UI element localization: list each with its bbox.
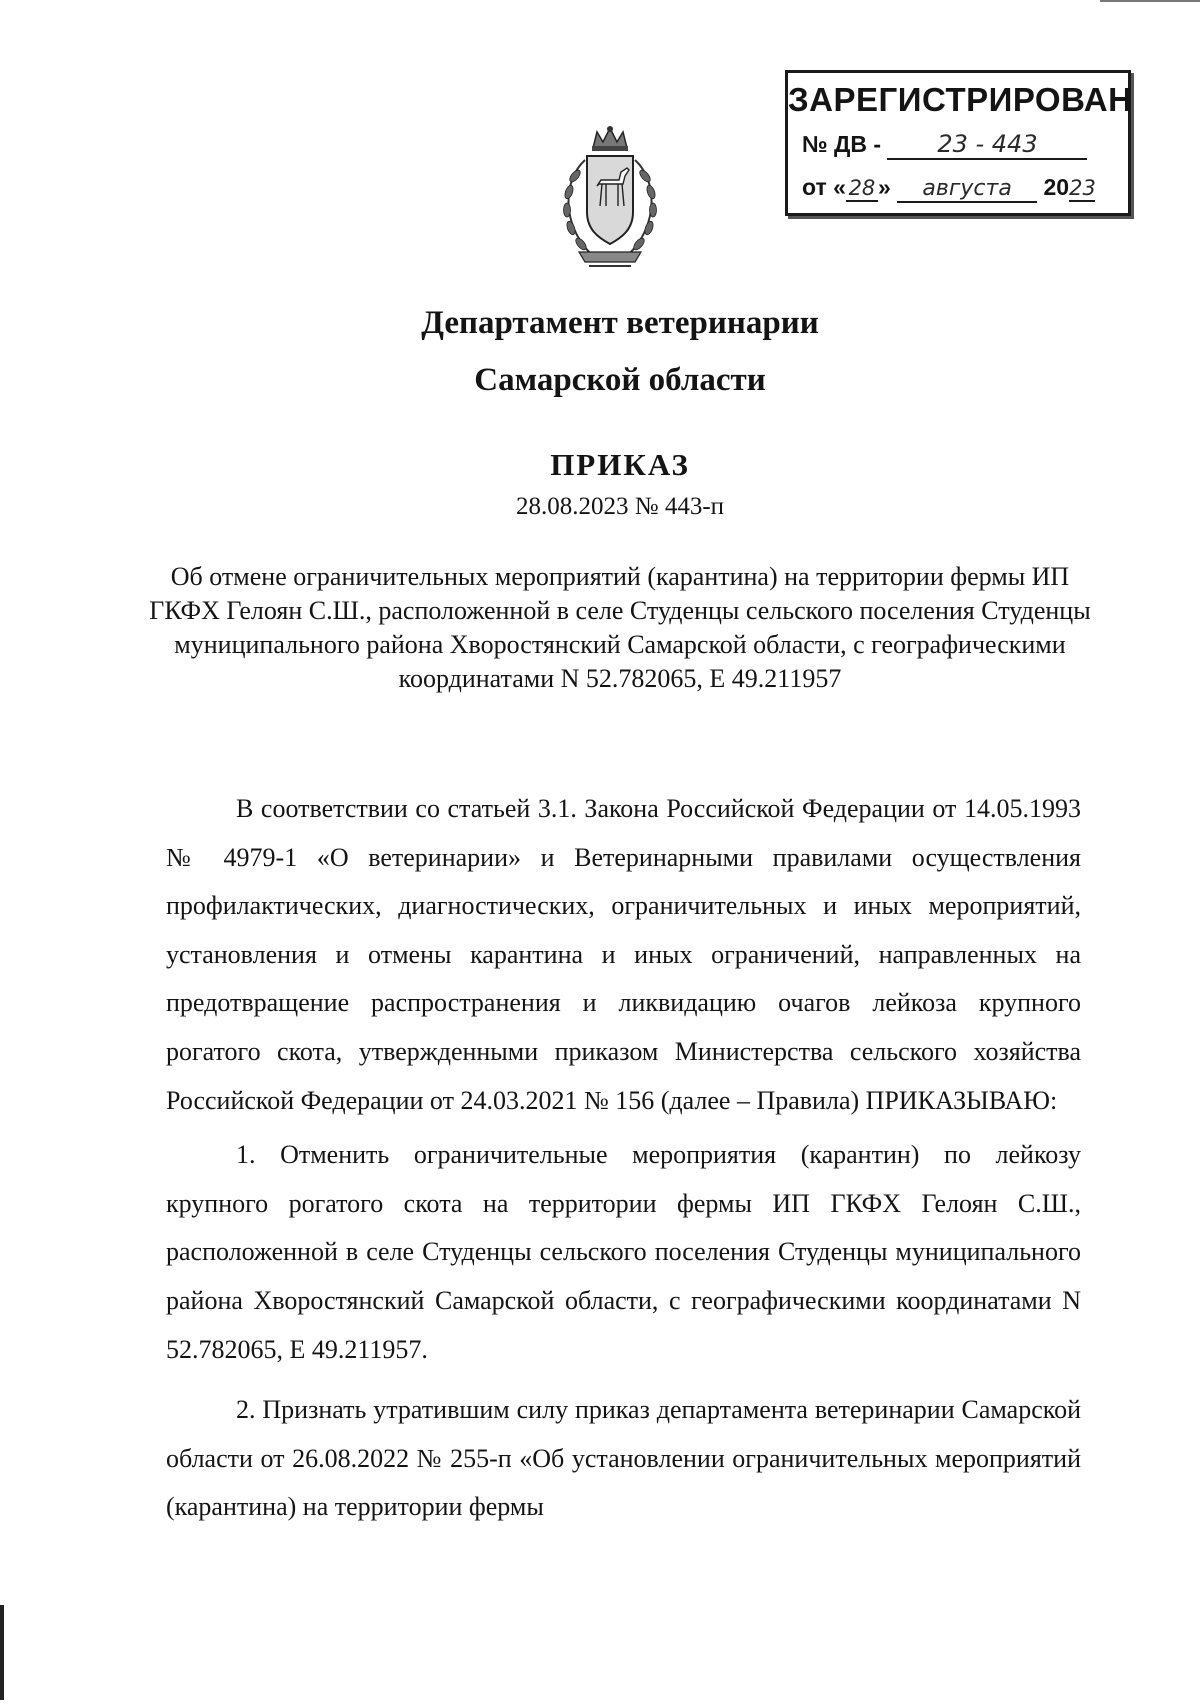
order-item-2: 2. Признать утратившим силу приказ департамента ветеринарии Самарской области от 26.08.2022 № 255-п «Об установлении ограничительных мероприятий (карантина) на территории фермы [166, 1395, 1081, 1522]
stamp-year-handwritten: 23 [1069, 176, 1096, 200]
scan-edge-mark [0, 1605, 4, 1700]
department-name: Департамент ветеринарии [421, 305, 819, 341]
scan-edge-mark [1100, 0, 1200, 2]
stamp-number-row [802, 130, 1087, 160]
order-item-1: 1. Отменить ограничительные мероприятия (карантин) по лейкозу крупного рогатого скота на территории фермы ИП ГКФХ Гелоян С.Ш., расположенной в селе Студенцы сельского поселения Студенцы муниципального района Хворостянский Самарской области, с географическими координатами N 52.782065, Е 49.211957. [166, 1140, 1081, 1364]
document-subject: Об отмене ограничительных мероприятий (карантина) на территории фермы ИП ГКФХ Гелоян С.Ш., расположенной в селе Студенцы сельского поселения Студенцы муниципального района Хворостянский Самарской области, с географическими координатами N 52.782065, Е 49.211957 [149, 562, 1091, 693]
stamp-month-handwritten: августа [897, 176, 1037, 203]
stamp-number-handwritten: 23 - 443 [887, 130, 1087, 160]
stamp-date-row [802, 174, 1095, 203]
samara-region-coat-of-arms-icon [545, 124, 675, 274]
stamp-day-suffix: » [877, 174, 891, 200]
stamp-number-label: № ДВ - [802, 131, 882, 157]
stamp-year-prefix: 20 [1043, 174, 1070, 200]
registration-stamp [785, 70, 1131, 216]
document-type: ПРИКАЗ [550, 447, 690, 482]
stamp-title: ЗАРЕГИСТРИРОВАН [788, 81, 1133, 118]
preamble-paragraph: В соответствии со статьей 3.1. Закона Российской Федерации от 14.05.1993 № 4979-1 «О ветеринарии» и Ветеринарными правилами осуществления профилактических, диагностических, ограничительных и иных мероприятий, установления и отмены карантина и иных ограничений, направленных на предотвращение распространения и ликвидацию очагов лейкоза крупного рогатого скота, утвержденными приказом Министерства сельского хозяйства Российской Федерации от 24.03.2021 № 156 (далее – Правила) ПРИКАЗЫВАЮ: [166, 794, 1081, 1115]
stamp-day-handwritten: 28 [846, 176, 878, 202]
region-name: Самарской области [474, 362, 766, 398]
stamp-date-prefix: от « [802, 174, 846, 200]
document-date-number: 28.08.2023 № 443-п [515, 493, 725, 520]
document-body [166, 785, 1081, 1532]
